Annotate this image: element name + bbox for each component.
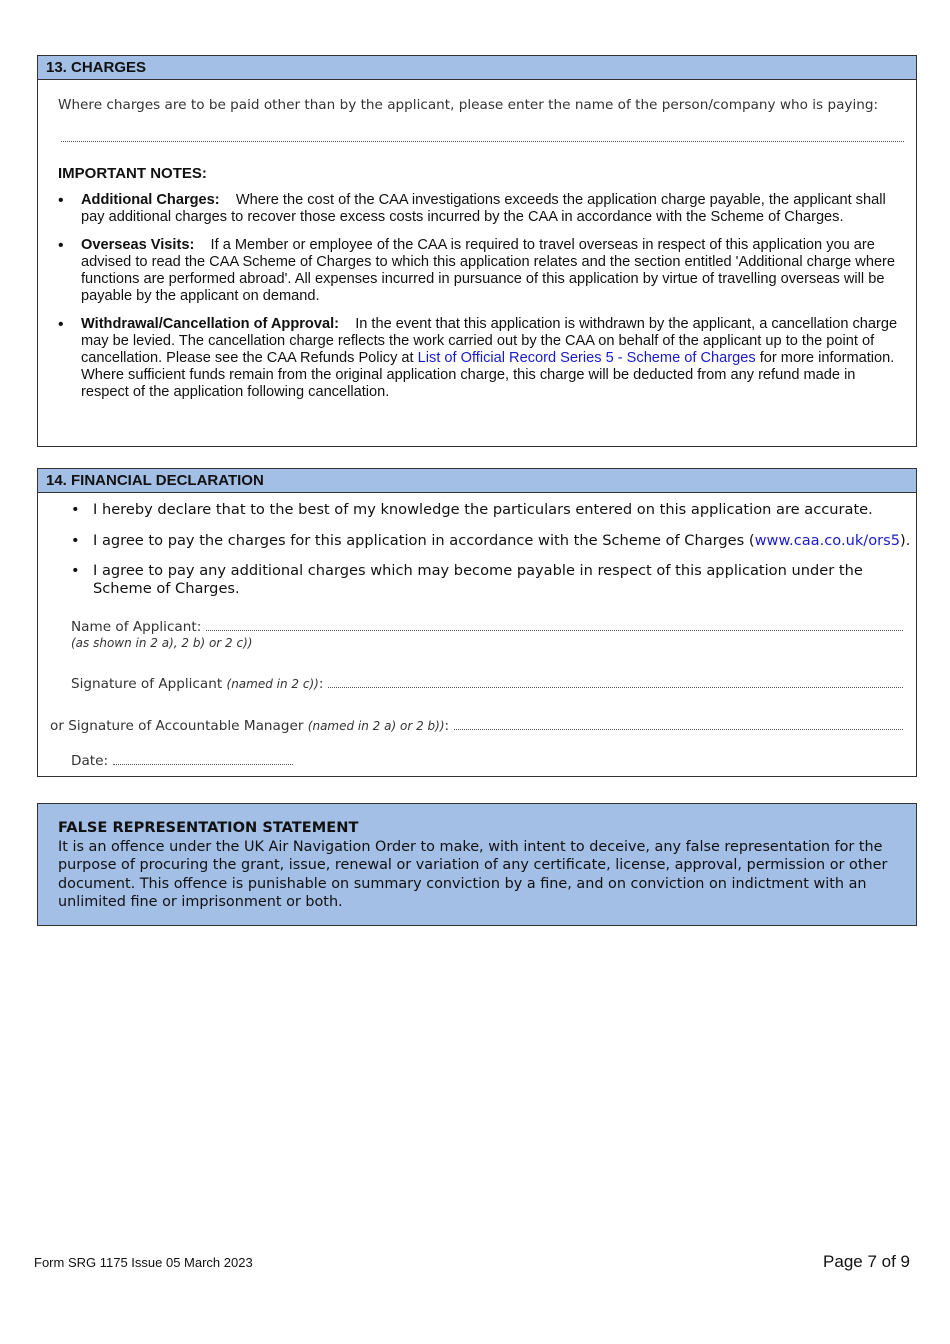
note-title: Withdrawal/Cancellation of Approval: [81, 316, 339, 332]
note-additional-charges [58, 192, 904, 226]
paying-party-prompt: Where charges are to be paid other than by the applicant, please enter the name of the person/company who is paying: [58, 97, 879, 113]
note-text: Where the cost of the CAA investigations exceeds the application charge payable, the applicant shall pay additional charges to recover those excess costs incurred by the CAA in accordance with the Scheme of Charges. [81, 192, 886, 225]
scheme-of-charges-link[interactable]: www.caa.co.uk/ors5 [754, 532, 901, 549]
form-identifier: Form SRG 1175 Issue 05 March 2023 [34, 1255, 253, 1270]
note-text-continued: for more information. Where sufficient funds remain from the original application charge, this charge will be deducted from any refund made in respect of the application following cancellation. [81, 350, 895, 400]
financial-declaration-section [37, 468, 917, 777]
declaration-additional-charges: • I agree to pay any additional charges which may become payable in respect of this application under the Scheme of Charges. [38, 562, 916, 598]
declaration-text: I agree to pay the charges for this application in accordance with the Scheme of Charges ( [93, 532, 755, 549]
manager-signature-field[interactable] [454, 728, 903, 730]
false-representation-text: It is an offence under the UK Air Navigation Order to make, with intent to deceive, any false representation for the purpose of procuring the grant, issue, renewal or variation of any certificate, license, approval, permission or other document. This offence is punishable on summary conviction by a fine, and on conviction on indictment with an unlimited fine or imprisonment or both. [58, 838, 888, 910]
note-withdrawal [58, 316, 904, 401]
important-notes-heading: IMPORTANT NOTES: [58, 165, 207, 182]
applicant-name-note: (as shown in 2 a), 2 b) or 2 c)) [71, 636, 253, 650]
applicant-name-label: Name of Applicant: [71, 619, 202, 635]
manager-signature-label: or Signature of Accountable Manager [50, 718, 304, 734]
date-field[interactable] [113, 763, 293, 765]
charges-section [37, 55, 917, 447]
applicant-signature-field[interactable] [328, 686, 903, 688]
note-overseas-visits [58, 237, 904, 305]
applicant-signature-row [71, 676, 903, 692]
false-representation-box [37, 803, 917, 926]
paying-party-field[interactable] [61, 140, 904, 142]
false-representation-title: FALSE REPRESENTATION STATEMENT [58, 819, 359, 836]
charges-header: 13. CHARGES [38, 56, 916, 80]
applicant-name-field[interactable] [206, 629, 903, 631]
manager-signature-row [50, 718, 903, 734]
date-label: Date: [71, 753, 109, 769]
note-text: If a Member or employee of the CAA is required to travel overseas in respect of this application you are advised to read the CAA Scheme of Charges to which this application relates and the section entitled 'Additional charge where functions are performed abroad'. All expenses incurred in pursuance of this application by virtue of travelling overseas will be payable by the applicant on demand. [81, 237, 896, 304]
financial-header: 14. FINANCIAL DECLARATION [38, 469, 916, 493]
applicant-signature-label: Signature of Applicant [71, 676, 223, 692]
refunds-policy-link[interactable]: List of Official Record Series 5 - Scheme of Charges [417, 350, 756, 366]
note-text: In the event that this application is withdrawn by the applicant, a cancellation charge may be levied. The cancellation charge reflects the work carried out by the CAA on behalf of the applicant up to the point of cancellation. Please see the CAA Refunds Policy at [81, 316, 898, 366]
declaration-charges [38, 532, 916, 550]
date-row [71, 753, 293, 769]
declaration-text-end: ). [900, 532, 911, 549]
declaration-accuracy: • I hereby declare that to the best of my knowledge the particulars entered on this application are accurate. [38, 501, 916, 519]
note-title: Additional Charges: [81, 192, 220, 208]
applicant-signature-note: (named in 2 c)) [226, 677, 319, 691]
applicant-name-row [71, 619, 903, 635]
colon: : [444, 718, 450, 734]
page-number: Page 7 of 9 [823, 1252, 910, 1271]
note-title: Overseas Visits: [81, 237, 195, 253]
declaration-list [38, 501, 916, 598]
manager-signature-note: (named in 2 a) or 2 b)) [307, 719, 445, 733]
colon: : [318, 676, 324, 692]
important-notes-list [58, 192, 904, 401]
